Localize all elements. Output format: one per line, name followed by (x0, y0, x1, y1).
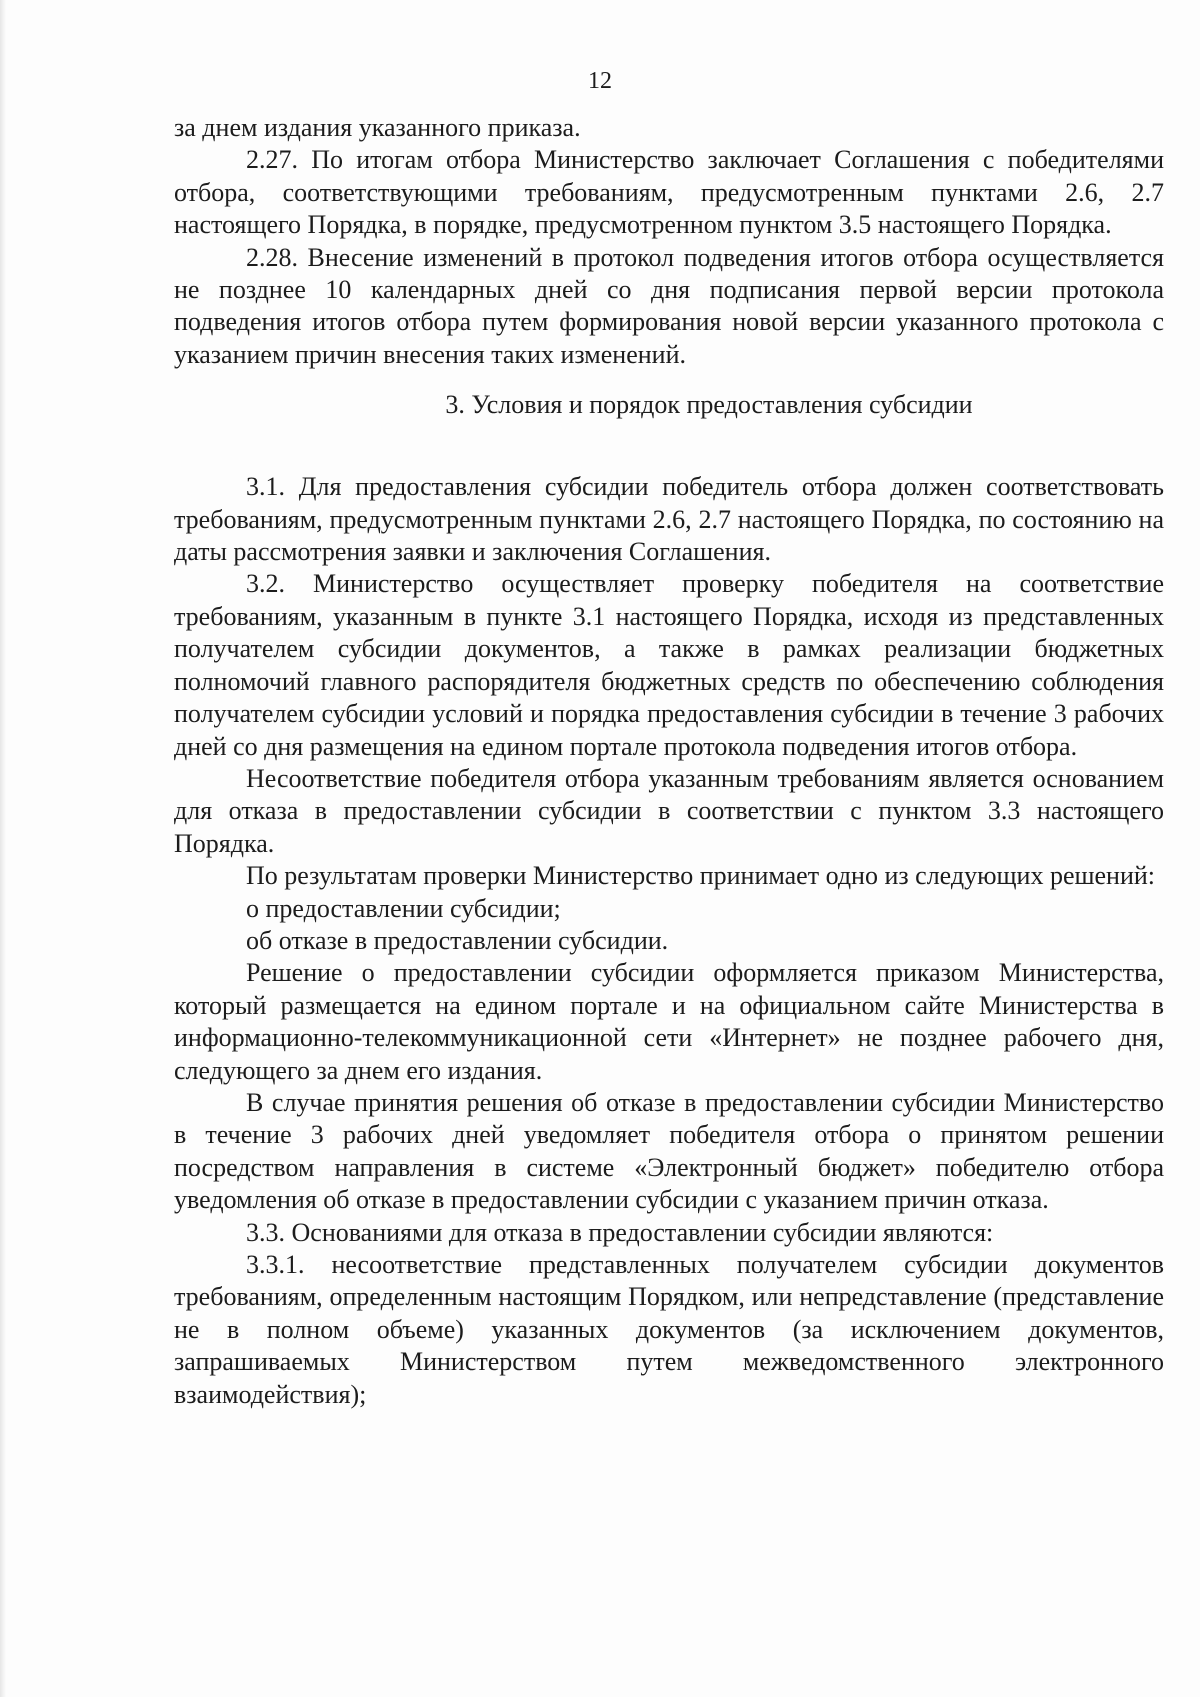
paragraph-refusal-notice: В случае принятия решения об отказе в предоставлении субсидии Министерство в течение 3 рабочих дней уведомляет победителя отбора о принятом решении посредством направления в системе «Электронный бюджет» победителю отбора уведомления об отказе в предоставлении субсидии с указанием причин отказа. (174, 1087, 1164, 1215)
paragraph-grant-decision: Решение о предоставлении субсидии оформляется приказом Министерства, который размещается на едином портале и на официальном сайте Министерства в информационно-телекоммуникационной сети «Интернет» не позднее рабочего дня, следующего за днем его издания. (174, 958, 1164, 1085)
paragraph-nonconformity: Несоответствие победителя отбора указанным требованиям является основанием для отказа в предоставлении субсидии в соответствии с пунктом 3.3 настоящего Порядка. (174, 763, 1164, 858)
paragraph-3-1: 3.1. Для предоставления субсидии победитель отбора должен соответствовать требованиям, предусмотренным пунктами 2.6, 2.7 настоящего Порядка, по состоянию на даты рассмотрения заявки и заключения Соглашения. (174, 472, 1164, 567)
section-heading: 3. Условия и порядок предоставления субсидии (445, 390, 973, 420)
document-body (174, 112, 1164, 1411)
decision-option-refusal: об отказе в предоставлении субсидии. (246, 925, 669, 955)
paragraph-check-results: По результатам проверки Министерство принимает одно из следующих решений: (246, 861, 1156, 891)
paragraph-3-3: 3.3. Основаниями для отказа в предоставлении субсидии являются: (246, 1217, 994, 1247)
paragraph-2-28: 2.28. Внесение изменений в протокол подведения итогов отбора осуществляется не позднее 10 календарных дней со дня подписания первой версии протокола подведения итогов отбора путем формирования новой версии указанного протокола с указанием причин внесения таких изменений. (174, 242, 1164, 369)
page-number: 12 (588, 68, 612, 94)
paragraph-3-3-1: 3.3.1. несоответствие представленных получателем субсидии документов требованиям, определенным настоящим Порядком, или непредставление (представление не в полном объеме) указанных документов (за исключением документов, запрашиваемых Министерством путем межведомственного электронного взаимодействия); (174, 1250, 1164, 1409)
paragraph-3-2: 3.2. Министерство осуществляет проверку победителя на соответствие требованиям, указанным в пункте 3.1 настоящего Порядка, исходя из представленных получателем субсидии документов, а также в рамках реализации бюджетных полномочий главного распорядителя бюджетных средств по обеспечению соблюдения получателем субсидии условий и порядка предоставления субсидии в течение 3 рабочих дней со дня размещения на едином портале протокола подведения итогов отбора. (174, 569, 1164, 761)
paragraph-2-27: 2.27. По итогам отбора Министерство заключает Соглашения с победителями отбора, соответствующими требованиям, предусмотренным пунктами 2.6, 2.7 настоящего Порядка, в порядке, предусмотренном пунктом 3.5 настоящего Порядка. (174, 145, 1164, 240)
decision-option-grant: о предоставлении субсидии; (246, 893, 561, 923)
scan-edge-shadow (0, 0, 6, 1697)
paragraph-continuation: за днем издания указанного приказа. (174, 113, 581, 142)
